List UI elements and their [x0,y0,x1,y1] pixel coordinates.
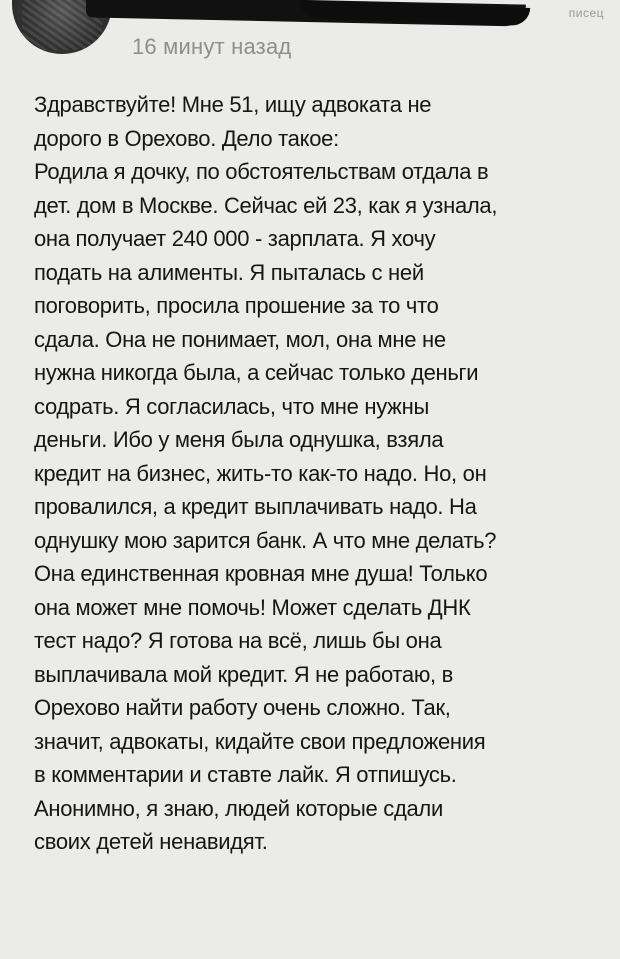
post-text-line: однушку мою зарится банк. А что мне делать? [34,527,497,553]
post-text-line: Она единственная кровная мне душа! Только [34,561,488,586]
post-text-line: тест надо? Я готова на всё, лишь бы она [34,628,442,653]
post-text-line: своих детей ненавидят. [34,829,268,854]
post-text-line: нужна никогда была, а сейчас только деньги [34,360,479,385]
post-text-line: провалился, а кредит выплачивать надо. На [34,494,477,519]
watermark: писец [568,6,604,20]
post-text-line: кредит на бизнес, жить-то как-то надо. Но, он [34,460,487,486]
post-timestamp[interactable]: 16 минут назад [132,34,292,59]
post-text-line: Анонимно, я знаю, людей которые сдали [34,795,443,821]
post-text-line: значит, адвокаты, кидайте свои предложения [34,728,486,754]
post-text [34,88,594,859]
post-text-line: сдала. Она не понимает, мол, она мне не [34,326,446,352]
post-header [0,0,620,68]
post-text-line: Орехово найти работу очень сложно. Так, [34,695,451,720]
post-text-line: дорого в Орехово. Дело такое: [34,125,339,151]
post-text-line: деньги. Ибо у меня была однушка, взяла [34,427,444,452]
post-text-line: она получает 240 000 - зарплата. Я хочу [34,226,436,251]
post-text-line: дет. дом в Москве. Сейчас ей 23, как я узнала, [34,192,498,218]
post-text-line: Здравствуйте! Мне 51, ищу адвоката не [34,92,432,117]
post-text-line: поговорить, просила прошение за то что [34,293,439,318]
post-text-line: в комментарии и ставте лайк. Я отпишусь. [34,762,457,787]
post-text-line: подать на алименты. Я пыталась с ней [34,259,424,285]
post-text-line: она может мне помочь! Может сделать ДНК [34,594,471,620]
post-text-line: выплачивала мой кредит. Я не работаю, в [34,661,454,687]
post-text-line: Родила я дочку, по обстоятельствам отдала в [34,159,489,184]
post-text-line: содрать. Я согласилась, что мне нужны [34,393,429,419]
